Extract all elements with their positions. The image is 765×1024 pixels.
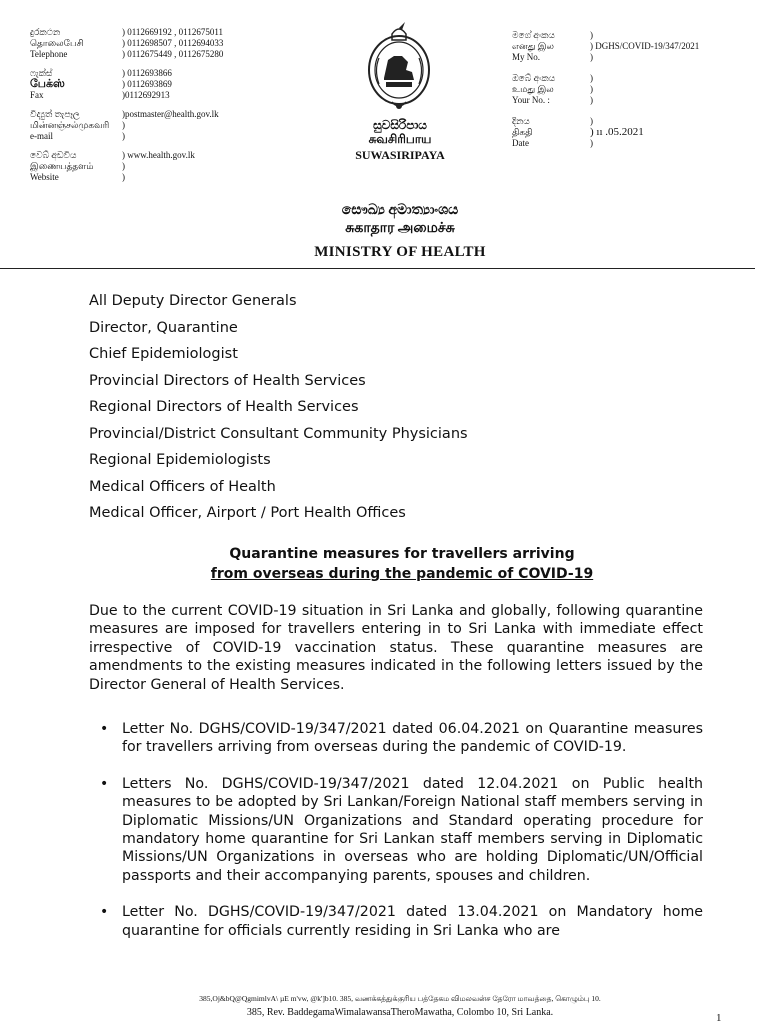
ministry-name-sinhala: සෞඛ්‍ය අමාත්‍යාංශය bbox=[341, 203, 459, 218]
contact-value: )postmaster@health.gov.lk bbox=[122, 109, 219, 119]
intro-paragraph: Due to the current COVID-19 situation in Sri Lanka and globally, following quarantine measures are imposed for travellers entering in to Sri Lanka with immediate effect irrespective of COVID-19 vaccination status. These quarantine measures are amendments to the existing measures indicated in the following letters issued by the Director General of Health Services. bbox=[89, 603, 703, 693]
contact-label: மின்னஞ்சல்முகவரி bbox=[30, 120, 110, 130]
contact-value: ) bbox=[122, 131, 125, 141]
reference-label: My No. bbox=[512, 52, 541, 62]
header-divider bbox=[0, 268, 755, 269]
reference-value: ) ıı .05.2021 bbox=[590, 126, 644, 138]
reference-label: Your No. : bbox=[512, 95, 550, 105]
contact-value: )0112692913 bbox=[122, 90, 170, 100]
reference-value: ) bbox=[590, 84, 593, 94]
list-item-text: Letters No. DGHS/COVID-19/347/2021 dated 12.04.2021 on Public health measures to be adopted by Sri Lankan/Foreign National staff members serving in Diplomatic Missions/UN Organizations and Standard operating procedure for mandatory home quarantine for Sri Lankan staff members serving in Diplomatic Missions/UN Organizations in overseas who are holding Diplomatic/UN/Official passports and their accompanying parents, spouses and children. bbox=[122, 775, 703, 884]
list-item bbox=[100, 720, 703, 757]
contact-value: ) bbox=[122, 161, 125, 171]
contact-value: ) 0112698507 , 0112694033 bbox=[122, 38, 224, 48]
addressee: All Deputy Director Generals bbox=[89, 293, 297, 309]
reference-your-no bbox=[512, 73, 752, 106]
bullet-icon: • bbox=[100, 775, 109, 792]
contact-value: ) 0112669192 , 0112675011 bbox=[122, 27, 223, 37]
suwasiripaya-sinhala: සුවසිරිපාය bbox=[373, 118, 427, 132]
list-item-text: Letter No. DGHS/COVID-19/347/2021 dated 13.04.2021 on Mandatory home quarantine for officials currently residing in Sri Lanka who are bbox=[122, 904, 703, 939]
reference-label: உமது இல bbox=[512, 84, 554, 94]
suwasiripaya-tamil: சுவசிரிபாய bbox=[368, 132, 432, 146]
subject-line-1: Quarantine measures for travellers arriving bbox=[229, 546, 575, 562]
contact-label: பேக்ஸ் bbox=[30, 78, 65, 90]
reference-label: திகதி bbox=[512, 127, 533, 137]
reference-value: ) bbox=[590, 116, 593, 126]
list-item-text: Letter No. DGHS/COVID-19/347/2021 dated 06.04.2021 on Quarantine measures for travellers arriving from overseas during the pandemic of COVID-19. bbox=[122, 721, 703, 756]
ministry-name-english: MINISTRY OF HEALTH bbox=[314, 244, 486, 260]
addressee: Regional Epidemiologists bbox=[89, 452, 271, 468]
footer-address-local: 385,Oj&bQ@QgmimlvA\ µE m'vw, @k']b10. 385, வணக்கத்துக்குரிய பத்தேகம விமலவன்ச தேரோ மாவத்தை, கொழும்பு 10. bbox=[199, 994, 601, 1003]
reference-label: දිනය bbox=[512, 116, 530, 126]
list-item bbox=[100, 775, 703, 885]
reference-date bbox=[512, 116, 752, 149]
contact-value: ) www.health.gov.lk bbox=[122, 150, 195, 160]
reference-value: ) bbox=[590, 73, 593, 83]
bullet-icon: • bbox=[100, 904, 109, 921]
letter-subject bbox=[140, 544, 664, 584]
addressee-list bbox=[89, 288, 468, 527]
reference-block bbox=[512, 30, 752, 159]
ministry-name-tamil: சுகாதார அமைச்சு bbox=[345, 221, 455, 236]
reference-label: எனது இல bbox=[512, 41, 555, 51]
contact-label: Telephone bbox=[30, 49, 68, 59]
contact-value: ) 0112693866 bbox=[122, 68, 172, 78]
addressee: Provincial/District Consultant Community Physicians bbox=[89, 425, 468, 442]
footer-address-english: 385, Rev. BaddegamaWimalawansaTheroMawatha, Colombo 10, Sri Lanka. bbox=[246, 1007, 554, 1018]
contact-block bbox=[30, 27, 290, 191]
contact-label: දුරකථන bbox=[30, 27, 61, 37]
suwasiripaya-english: SUWASIRIPAYA bbox=[355, 148, 445, 162]
contact-label: இணையத்தளம் bbox=[30, 161, 94, 171]
contact-label: විද්‍යුත් තැපෑල bbox=[30, 109, 80, 119]
reference-value: ) DGHS/COVID-19/347/2021 bbox=[590, 41, 700, 51]
reference-value: ) bbox=[590, 138, 593, 148]
contact-label: e-mail bbox=[30, 131, 53, 141]
contact-telephone bbox=[30, 27, 290, 60]
contact-value: ) bbox=[122, 172, 125, 182]
contact-label: Fax bbox=[30, 90, 44, 100]
addressee: Regional Directors of Health Services bbox=[89, 399, 359, 415]
addressee: Director, Quarantine bbox=[89, 319, 238, 336]
sri-lanka-emblem-icon bbox=[362, 18, 436, 114]
reference-value: ) bbox=[590, 52, 593, 62]
reference-value: ) bbox=[590, 30, 593, 40]
reference-label: මගේ අංකය bbox=[512, 30, 555, 40]
contact-label: ෆැක්ස් bbox=[30, 68, 53, 78]
reference-value: ) bbox=[590, 95, 593, 105]
letter-references-list bbox=[100, 720, 703, 958]
addressee: Medical Officers of Health bbox=[89, 478, 276, 495]
reference-my-no bbox=[512, 30, 752, 63]
contact-value: ) 0112693869 bbox=[122, 79, 172, 89]
contact-value: ) 0112675449 , 0112675280 bbox=[122, 49, 224, 59]
contact-fax bbox=[30, 68, 290, 101]
page-number: 1 bbox=[716, 1012, 722, 1024]
addressee: Provincial Directors of Health Services bbox=[89, 372, 366, 389]
reference-label: Date bbox=[512, 138, 529, 148]
contact-value: ) bbox=[122, 120, 125, 130]
contact-label: වෙබ් අඩවිය bbox=[30, 150, 77, 160]
subject-line-2: from overseas during the pandemic of COVID-19 bbox=[210, 566, 594, 582]
contact-label: தொலைபேசி bbox=[30, 38, 84, 48]
list-item bbox=[100, 903, 703, 940]
contact-label: Website bbox=[30, 172, 59, 182]
addressee: Medical Officer, Airport / Port Health Offices bbox=[89, 505, 406, 521]
bullet-icon: • bbox=[100, 721, 109, 737]
reference-label: ඔබේ අංකය bbox=[512, 73, 556, 83]
addressee: Chief Epidemiologist bbox=[89, 346, 238, 362]
